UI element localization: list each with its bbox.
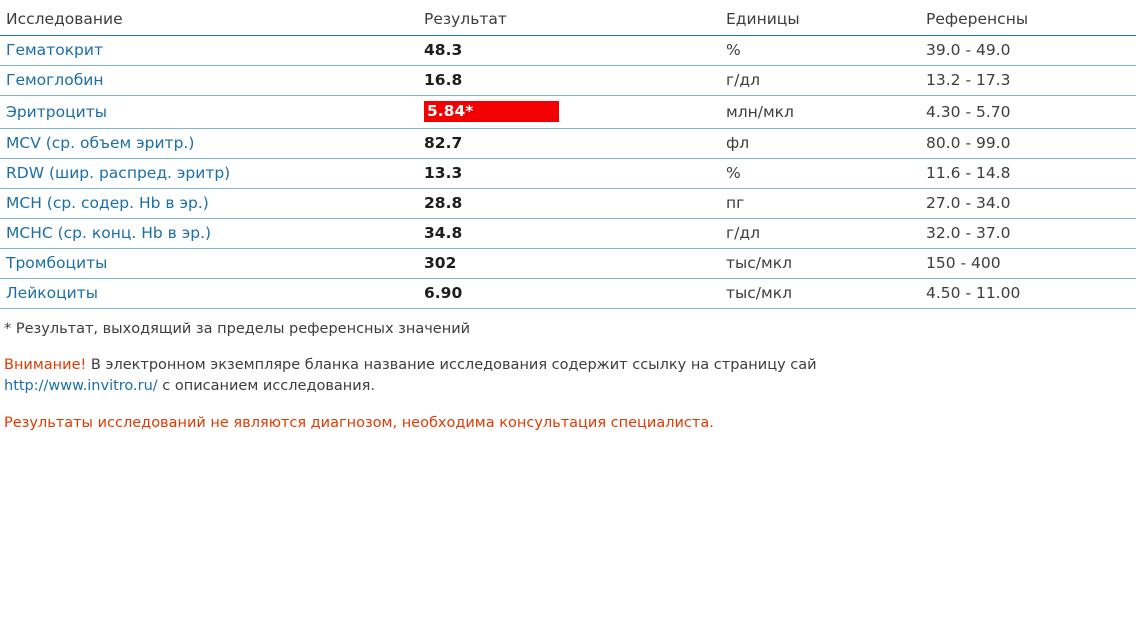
invitro-site-link[interactable]: http://www.invitro.ru/ <box>4 378 158 395</box>
table-body <box>0 36 1136 309</box>
cell-result: 302 <box>420 249 722 279</box>
cell-result <box>420 96 722 129</box>
cell-test-name[interactable]: Лейкоциты <box>0 279 420 309</box>
cell-units: г/дл <box>722 66 922 96</box>
table-row <box>0 96 1136 129</box>
table-row <box>0 129 1136 159</box>
cell-test-name[interactable]: Тромбоциты <box>0 249 420 279</box>
cell-test-name[interactable]: MCH (ср. содер. Hb в эр.) <box>0 189 420 219</box>
warning-text: В электронном экземпляре бланка название исследования содержит ссылку на страницу сай <box>86 357 817 373</box>
table-header-row <box>0 8 1136 36</box>
cell-units: % <box>722 159 922 189</box>
cell-reference-range: 4.30 - 5.70 <box>922 96 1136 129</box>
cell-test-name[interactable]: MCHC (ср. конц. Hb в эр.) <box>0 219 420 249</box>
cell-reference-range: 39.0 - 49.0 <box>922 36 1136 66</box>
cell-result: 16.8 <box>420 66 722 96</box>
column-header-units: Единицы <box>722 8 922 36</box>
cell-units: фл <box>722 129 922 159</box>
cell-reference-range: 11.6 - 14.8 <box>922 159 1136 189</box>
table-row <box>0 66 1136 96</box>
table-row <box>0 159 1136 189</box>
cell-reference-range: 27.0 - 34.0 <box>922 189 1136 219</box>
table-row <box>0 219 1136 249</box>
cell-result: 82.7 <box>420 129 722 159</box>
cell-units: пг <box>722 189 922 219</box>
warning-lead: Внимание! <box>4 357 87 373</box>
cell-units: г/дл <box>722 219 922 249</box>
warning-tail: с описанием исследования. <box>157 378 376 395</box>
table-row <box>0 189 1136 219</box>
cell-test-name[interactable]: RDW (шир. распред. эритр) <box>0 159 420 189</box>
cell-reference-range: 13.2 - 17.3 <box>922 66 1136 96</box>
cell-reference-range: 4.50 - 11.00 <box>922 279 1136 309</box>
cell-reference-range: 80.0 - 99.0 <box>922 129 1136 159</box>
out-of-range-value: 5.84* <box>424 101 559 122</box>
cell-units: млн/мкл <box>722 96 922 129</box>
cell-units: тыс/мкл <box>722 249 922 279</box>
table-header <box>0 8 1136 36</box>
cell-result: 28.8 <box>420 189 722 219</box>
lab-results-table <box>0 8 1136 309</box>
cell-result: 6.90 <box>420 279 722 309</box>
cell-result: 48.3 <box>420 36 722 66</box>
cell-result: 34.8 <box>420 219 722 249</box>
table-row <box>0 249 1136 279</box>
consultation-disclaimer: Результаты исследований не являются диагнозом, необходима консультация специалиста. <box>4 415 714 432</box>
cell-units: % <box>722 36 922 66</box>
cell-reference-range: 32.0 - 37.0 <box>922 219 1136 249</box>
cell-result: 13.3 <box>420 159 722 189</box>
cell-test-name[interactable]: Гемоглобин <box>0 66 420 96</box>
table-row <box>0 279 1136 309</box>
out-of-range-footnote: * Результат, выходящий за пределы референсных значений <box>4 321 471 337</box>
column-header-result: Результат <box>420 8 722 36</box>
cell-test-name[interactable]: Эритроциты <box>0 96 420 129</box>
table-row <box>0 36 1136 66</box>
cell-test-name[interactable]: MCV (ср. объем эритр.) <box>0 129 420 159</box>
cell-reference-range: 150 - 400 <box>922 249 1136 279</box>
electronic-form-warning <box>4 355 1126 397</box>
cell-units: тыс/мкл <box>722 279 922 309</box>
column-header-reference: Референсны <box>922 8 1136 36</box>
column-header-test: Исследование <box>0 8 420 36</box>
cell-test-name[interactable]: Гематокрит <box>0 36 420 66</box>
notes-section <box>0 321 1136 431</box>
